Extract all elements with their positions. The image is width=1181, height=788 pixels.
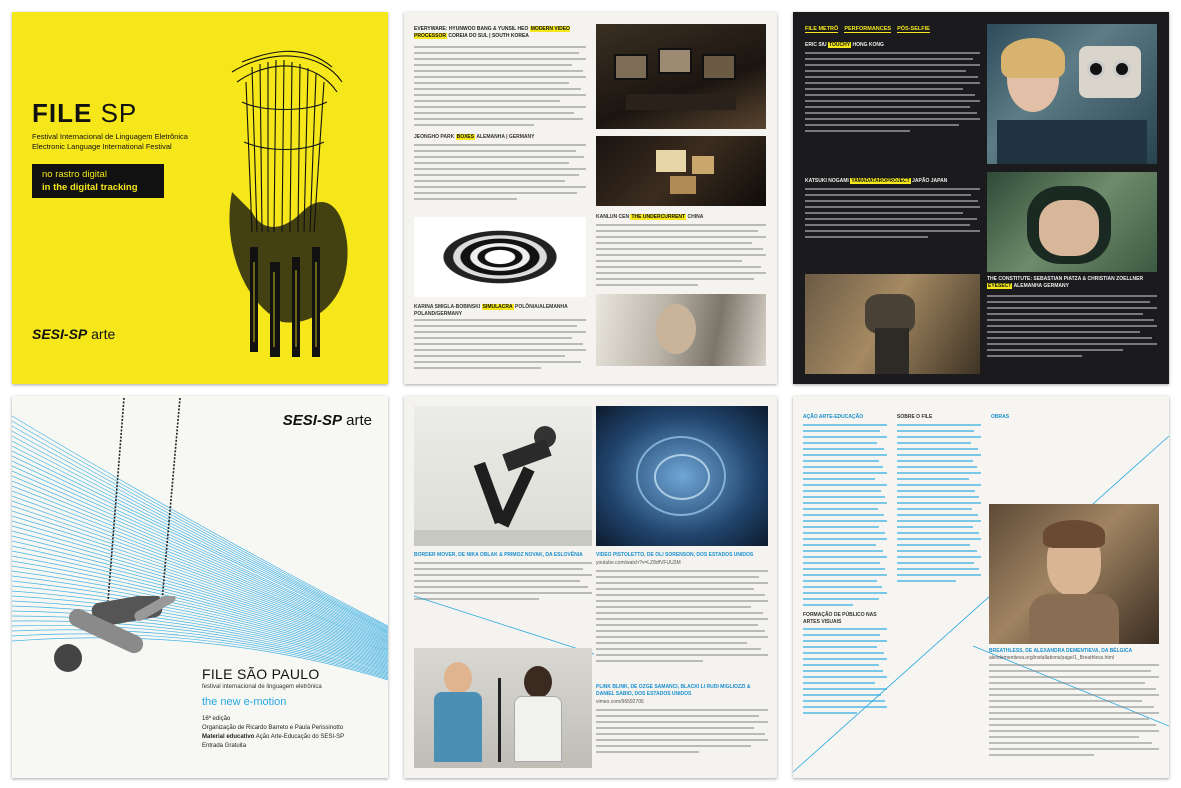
material-value: Ação Arte-Educação do SESI-SP [255, 734, 345, 740]
cover-text-block [202, 666, 382, 749]
metro-heading-3-country: ALEMANHA GERMANY [1013, 282, 1069, 289]
brand-light-top: arte [346, 412, 372, 429]
body-text-2 [414, 144, 586, 204]
file-sao-paulo-cover-panel [12, 396, 388, 778]
metro-heading-1-title: TOUCHY [829, 42, 851, 48]
heading-formacao-publico: FORMAÇÃO DE PÚBLICO NAS ARTES VISUAIS [803, 612, 877, 625]
arte-educacao-text [803, 424, 887, 610]
festival-subtitle-2: festival internacional de linguagem eletrônica [202, 684, 322, 690]
body-text-3 [596, 224, 766, 290]
metro-heading-3-artist: THE CONSTITUTE: SEBASTIAN PIATZA & CHRISTIAN ZOELLNER [987, 276, 1144, 282]
file-metro-panel [793, 12, 1169, 384]
sobre-o-file-text [897, 424, 981, 586]
heading-3-title: THE UNDERCURRENT [631, 214, 686, 220]
edition: 16ª edição [202, 716, 231, 722]
work-heading-1 [414, 26, 586, 39]
festival-subtitle [32, 132, 188, 152]
heading-4-title: SIMULACRA [482, 304, 513, 310]
metro-heading-1-country: HONG KONG [852, 42, 884, 48]
video-pistoletto-url[interactable]: youtube.com/watch?v=LZ8dfVFUU3M [596, 560, 681, 566]
brand-light: arte [91, 326, 116, 342]
heading-2-artist: JEONGHO PARK [414, 134, 455, 140]
entry-info: Entrada Gratuita [202, 743, 247, 749]
caption-video-pistoletto: VIDEO PISTOLETTO, DE OLI SORENSON, DOS ESTADOS UNIDOS [596, 552, 754, 558]
metro-heading-1 [805, 42, 980, 49]
subtitle-pt: Festival Internacional de Linguagem Eletrônica [32, 132, 188, 141]
tab-file-metro: FILE METRÔ [805, 26, 839, 32]
metro-body-2 [805, 188, 980, 242]
heading-4-artist: KARINA SMIGLA-BOBINSKI [414, 304, 481, 310]
brand-bold-top: SESI-SP [282, 412, 342, 429]
heading-4-country: POLÔNIA/ALEMANHA POLAND/GERMANY [414, 304, 568, 317]
metro-body-1 [805, 52, 980, 136]
metro-heading-1-artist: ERIC SIU [805, 42, 827, 48]
heading-obras: OBRAS [991, 414, 1010, 420]
caption-breathless: BREATHLESS, DE ALEXANDRA DEMENTIEVA, DA BÉLGICA [989, 648, 1133, 654]
works-photos-panel [404, 396, 777, 778]
metro-heading-2-artist: KATSUKI NOGAMI [805, 178, 849, 184]
body-text-1 [414, 46, 586, 130]
plink-blink-url[interactable]: vimeo.com/96592706 [596, 699, 644, 705]
caption-border-mover: BORDER MOVER, DE NIKA OBLAK & PRIMOZ NOVAK, DA ESLOVÊNIA [414, 552, 583, 558]
body-text-4 [414, 319, 586, 373]
heading-arte-educacao: AÇÃO ARTE-EDUCAÇÃO [803, 414, 864, 420]
tab-performances: PERFORMANCES [844, 26, 892, 32]
subtitle-en: Electronic Language International Festival [32, 142, 172, 151]
heading-2-title: BOXES [456, 134, 475, 140]
plink-blink-text [596, 709, 768, 757]
formacao-publico-text [803, 628, 887, 718]
sesi-brand [32, 326, 115, 342]
metro-heading-2-title: YAMADATAROPROJECT [851, 178, 910, 184]
heading-1-title: MODERN VIDEO PROCESSOR [414, 26, 570, 39]
eyesect-photo [805, 274, 980, 374]
tagline-en: in the digital tracking [42, 182, 138, 193]
simulacra-photo [596, 294, 766, 366]
metro-heading-2-country: JAPÃO JAPAN [912, 178, 948, 184]
undercurrent-photo [414, 217, 586, 297]
heading-sobre-o-file: SOBRE O FILE [897, 414, 933, 420]
breathless-photo [989, 504, 1159, 644]
section-tabs [805, 26, 930, 33]
tab-pos-selfie: PÓS-SELFIE [897, 26, 930, 32]
swinging-woman-photo [52, 596, 180, 674]
wire-sculpture-illustration [212, 42, 362, 362]
yamadataro-photo [987, 172, 1157, 272]
tagline-box [32, 164, 164, 198]
theme-title: the new e-motion [202, 696, 287, 708]
material-label: Material educativo [202, 734, 255, 740]
heading-1-country: COREIA DO SUL | SOUTH KOREA [448, 32, 529, 39]
heading-3-country: CHINA [687, 214, 704, 220]
plink-blink-photo [414, 648, 592, 768]
sesi-brand-top [283, 412, 372, 429]
tagline-pt: no rastro digital [42, 169, 107, 180]
education-page-panel [793, 396, 1169, 778]
metro-heading-2 [805, 178, 980, 185]
metro-heading-3 [987, 276, 1157, 289]
modern-video-processor-photo [596, 24, 766, 129]
heading-1-artist: EVERYWARE: HYUNWOO BANG & YUNSIL HEO [414, 26, 529, 32]
title-light: SP [100, 98, 138, 128]
caption-plink-blink: PLINK BLINK, DE OZGE SAMANCI, BLACKI LI RUDI MIGLIOZZI & DANIEL SABIO, DOS ESTADOS UNIDOS [596, 684, 751, 697]
touchy-photo [987, 24, 1157, 164]
heading-2-country: ALEMANHA | GERMANY [476, 134, 535, 140]
work-heading-3 [596, 214, 766, 221]
breathless-text [989, 664, 1159, 760]
material-line [202, 734, 382, 740]
boxes-photo [596, 136, 766, 206]
work-heading-4 [414, 304, 586, 317]
breathless-url[interactable]: alexdementieva.org/installations/page/1_Breathless.html [989, 655, 1115, 661]
file-sp-title [32, 98, 137, 129]
heading-3-artist: KANLUN CEN [596, 214, 630, 220]
metro-heading-3-title: EYESECT [988, 282, 1012, 289]
metro-body-3 [987, 295, 1157, 361]
work-heading-2 [414, 134, 586, 141]
title-bold: FILE [32, 98, 93, 128]
brand-bold: SESI-SP [32, 326, 88, 342]
organization: Organização de Ricardo Barreto e Paula Perissinotto [202, 725, 344, 731]
file-sao-paulo-title: FILE SÃO PAULO [202, 666, 320, 682]
file-sp-cover-panel [12, 12, 388, 384]
works-spread-panel [404, 12, 777, 384]
